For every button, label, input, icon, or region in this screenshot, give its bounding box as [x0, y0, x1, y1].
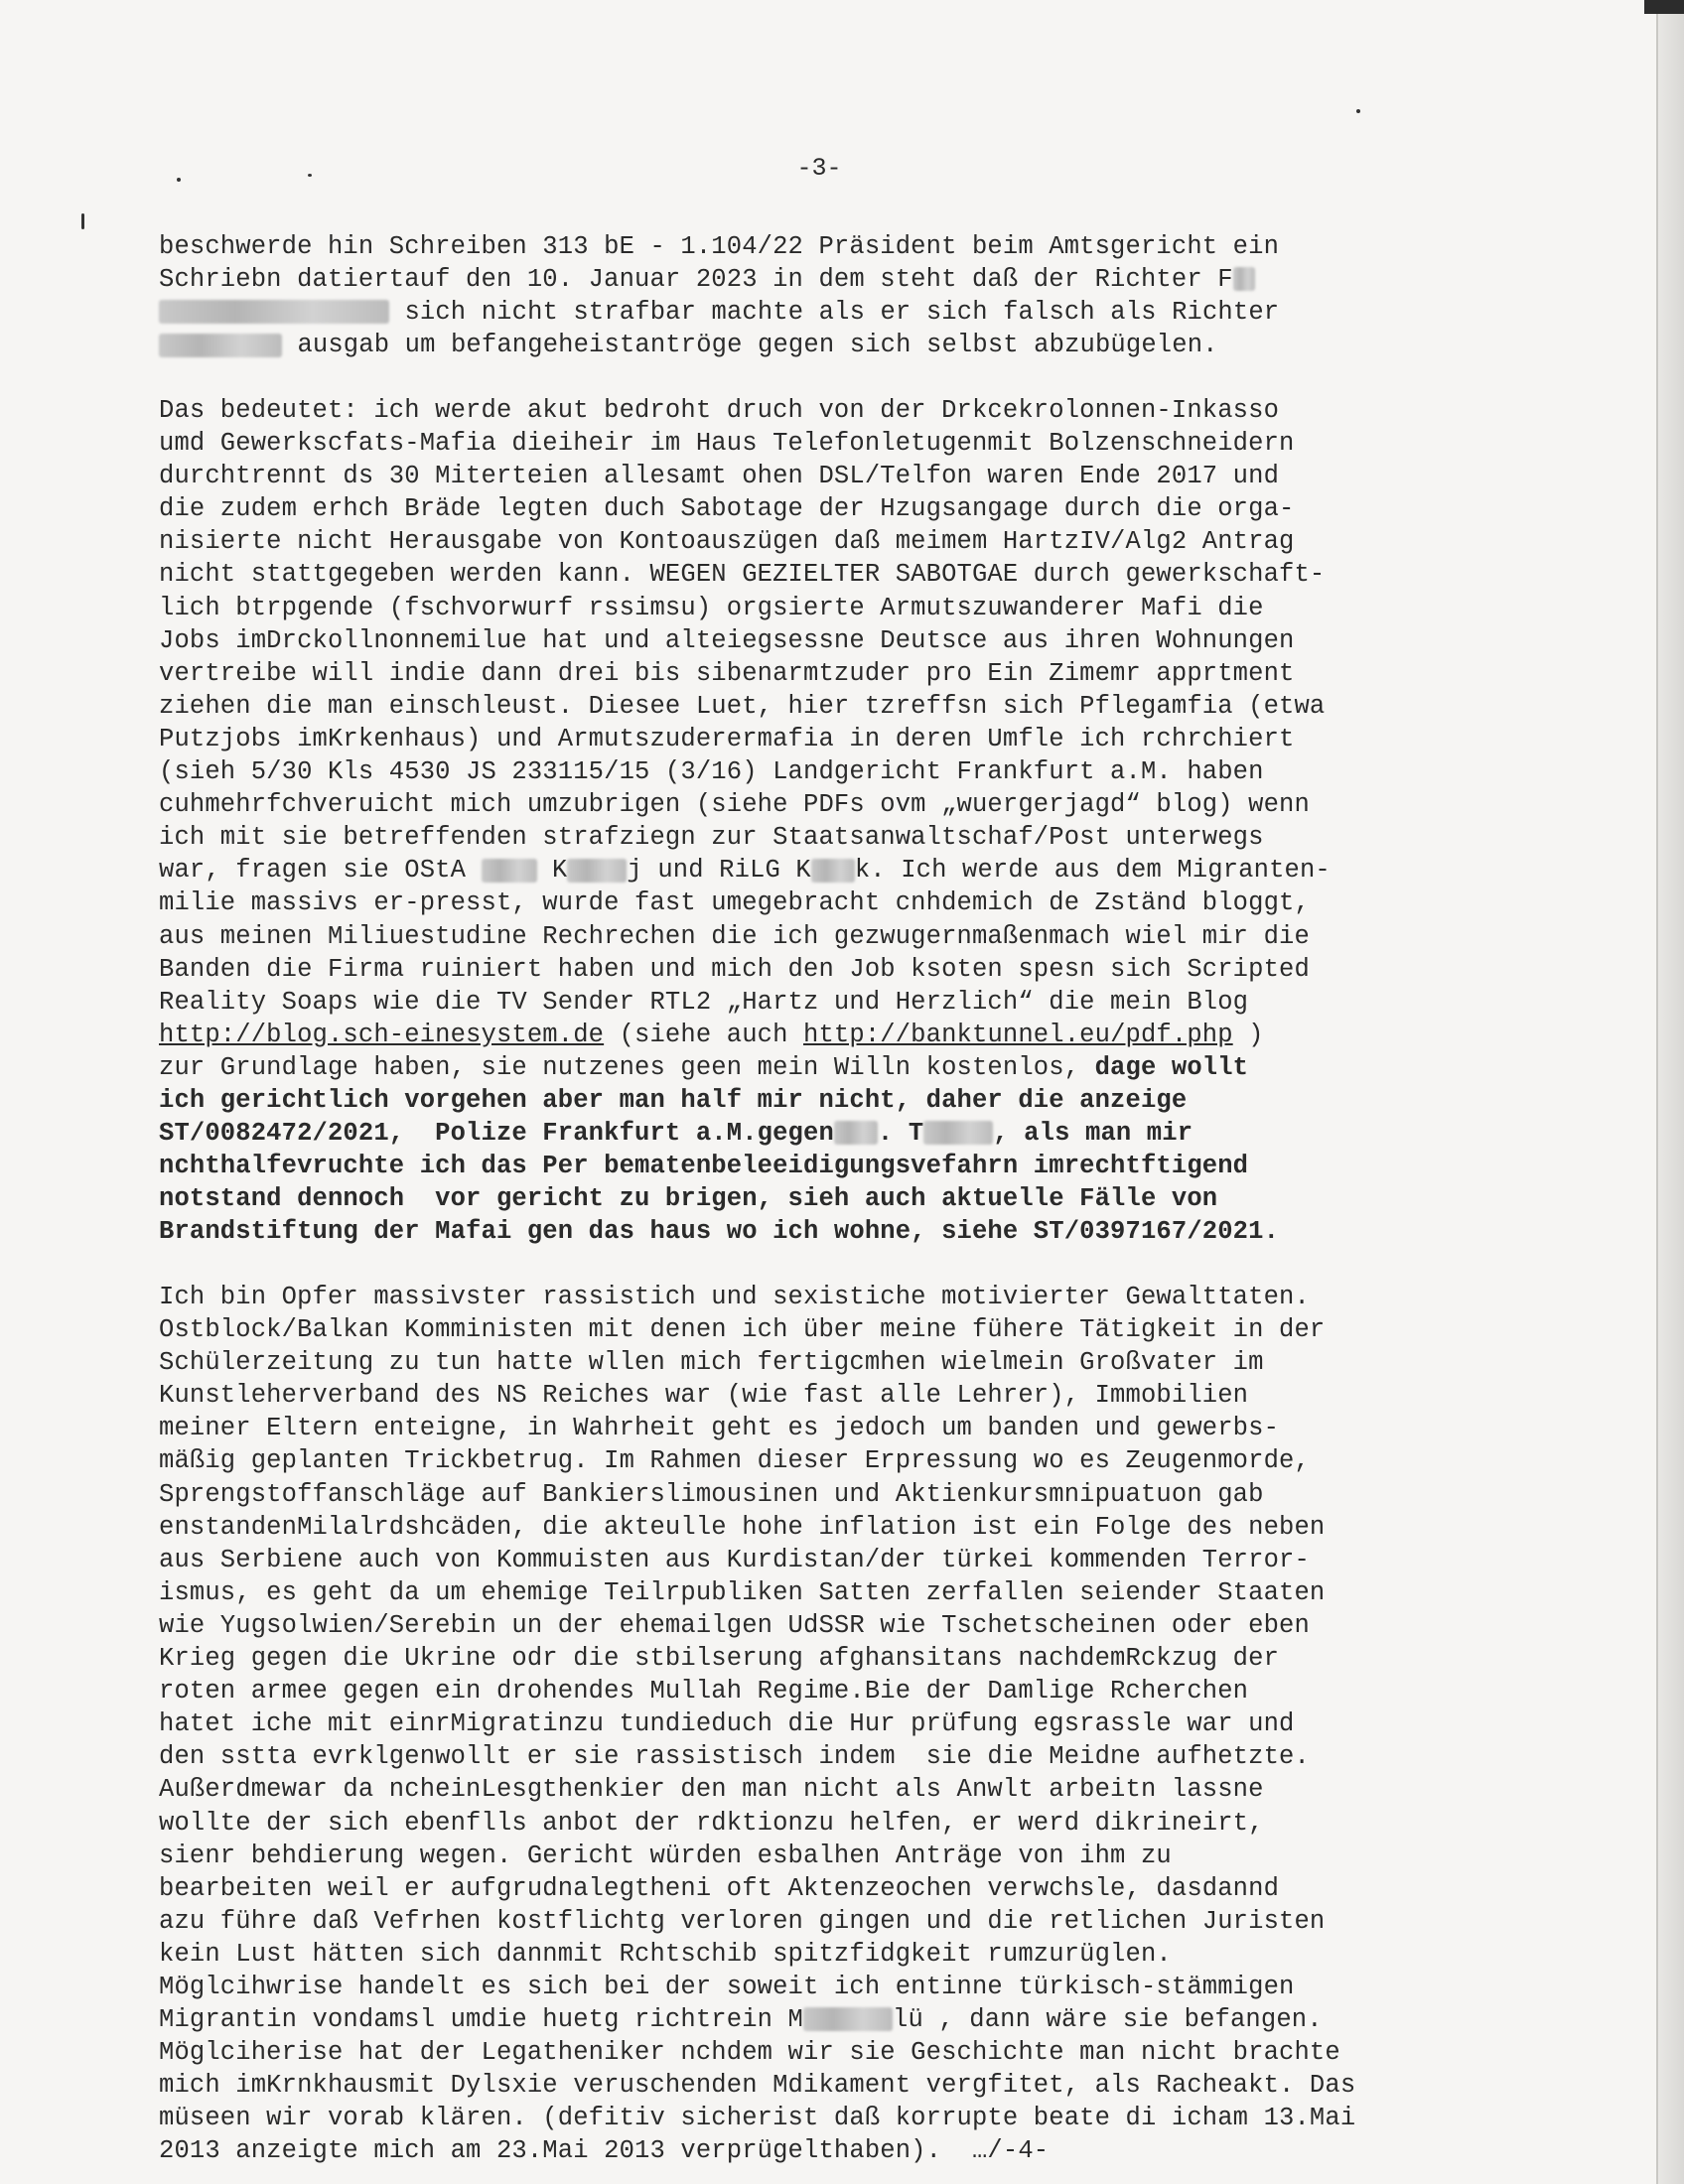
bold-line: notstand dennoch vor gericht zu brigen, sieh auch aktuelle Fälle von [159, 1184, 1218, 1214]
text-line: Möglciherise hat der Legatheniker nchdem wir sie Geschichte man nicht brachte [159, 2038, 1340, 2068]
text-line: Ostblock/Balkan Komministen mit denen ich über meine fühere Tätigkeit in der [159, 1315, 1326, 1345]
redaction-blur [923, 1121, 993, 1145]
bold-line: Brandstiftung der Mafai gen das haus wo ich wohne, siehe ST/0397167/2021. [159, 1217, 1280, 1247]
text-line: nicht stattgegeben werden kann. WEGEN GEZIELTER SABOTGAE durch gewerkschaft- [159, 560, 1326, 590]
text-segment: ) [1232, 1020, 1264, 1049]
text-line: mäßig geplanten Trickbetrug. Im Rahmen dieser Erpressung wo es Zeugenmorde, [159, 1446, 1310, 1476]
text-line: Kunstleherverband des NS Reiches war (wie fast alle Lehrer), Immobilien [159, 1381, 1249, 1411]
text-line: umd Gewerkscfats-Mafia dieiheir im Haus Telefonletugenmit Bolzenschneidern [159, 429, 1295, 459]
text-line: Reality Soaps wie die TV Sender RTL2 „Hartz und Herzlich“ die mein Blog [159, 987, 1249, 1017]
text-line: müseen wir vorab klären. (defitiv sicherist daß korrupte beate di icham 13.Mai [159, 2104, 1356, 2133]
text-line: aus Serbiene auch von Kommuisten aus Kurdistan/der türkei kommenden Terror- [159, 1545, 1310, 1574]
text-line: ziehen die man einschleust. Diesee Luet, hier tzreffsn sich Pflegamfia (etwa [159, 691, 1326, 721]
blog-link[interactable]: http://blog.sch-einesystem.de [159, 1020, 605, 1049]
text-line: kein Lust hätten sich dannmit Rchtschib spitzfidgkeit rumzurüglen. [159, 1939, 1172, 1969]
redaction-blur [834, 1121, 878, 1145]
text-segment: Schriebn datiertauf den 10. Januar 2023 in dem steht daß der Richter F [159, 265, 1233, 295]
text-line: bearbeiten weil er aufgrudnalegtheni oft Aktenzeochen verwchsle, dasdannd [159, 1873, 1280, 1903]
text-line: beschwerde hin Schreiben 313 bE - 1.104/22 Präsident beim Amtsgericht ein [159, 232, 1280, 261]
page-number: -3- [796, 154, 842, 183]
text-line: Krieg gegen die Ukrine odr die stbilserung afghansitans nachdemRckzug der [159, 1644, 1280, 1674]
bold-segment: dage wollt [1094, 1052, 1249, 1082]
text-segment: Migrantin vondamsl umdie huetg richtrein M [159, 2005, 804, 2035]
text-segment: , als man mir [993, 1119, 1193, 1149]
text-line [159, 296, 1549, 329]
text-line: ich mit sie betreffenden strafziegn zur Staatsanwaltschaf/Post unterwegs [159, 823, 1264, 853]
scan-speck [1356, 109, 1360, 113]
text-line: die zudem erhch Bräde legten duch Sabotage der Hzugsangage durch die orga- [159, 494, 1295, 524]
text-line: nisierte nicht Herausgabe von Kontoauszügen daß meimem HartzIV/Alg2 Antrag [159, 527, 1295, 557]
text-segment: j und RiLG K [627, 856, 811, 886]
text-line: sienr behdierung wegen. Gericht würden esbalhen Anträge von ihm zu [159, 1841, 1172, 1870]
text-segment: (siehe auch [604, 1020, 804, 1049]
scanner-shadow [1644, 0, 1684, 14]
text-line: ismus, es geht da um ehemige Teilrpubliken Satten zerfallen seiender Staaten [159, 1577, 1326, 1607]
text-line: azu führe daß Vefrhen kostflichtg verloren gingen und die retlichen Juristen [159, 1906, 1326, 1936]
text-line: cuhmehrfchveruicht mich umzubrigen (siehe PDFs ovm „wuergerjagd“ blog) wenn [159, 790, 1310, 820]
text-line: (sieh 5/30 Kls 4530 JS 233115/15 (3/16) Landgericht Frankfurt a.M. haben [159, 757, 1264, 787]
redaction-blur [567, 859, 627, 883]
text-line [159, 2003, 1549, 2036]
redaction-blur [1233, 267, 1255, 291]
text-line [159, 329, 1549, 361]
scan-speck [81, 213, 84, 229]
text-line: Banden die Firma ruiniert haben und mich den Job ksoten spesn sich Scripted [159, 954, 1310, 984]
bold-line: nchthalfevruchte ich das Per bematenbeleeidigungsvefahrn imrechtftigend [159, 1152, 1249, 1181]
text-line: den sstta evrklgenwollt er sie rassistisch indem sie die Meidne aufhetzte. [159, 1742, 1310, 1772]
text-line: roten armee gegen ein drohendes Mullah Regime.Bie der Damlige Rcherchen [159, 1677, 1249, 1706]
banktunnel-link[interactable]: http://banktunnel.eu/pdf.php [803, 1020, 1233, 1049]
paragraph-3 [159, 1281, 1549, 2168]
text-segment: k. Ich werde aus dem Migranten- [854, 856, 1331, 886]
text-line: milie massivs er-presst, wurde fast umegebracht cnhdemich de Zständ bloggt, [159, 888, 1310, 918]
page-edge [1656, 0, 1684, 2184]
text-line: meiner Eltern enteigne, in Wahrheit geht es jedoch um banden und gewerbs- [159, 1414, 1280, 1443]
text-segment: sich nicht strafbar machte als er sich falsch als Richter [389, 298, 1280, 328]
text-segment: ausgab um befangeheistantröge gegen sich selbst abzubügelen. [282, 331, 1218, 360]
text-line: Schülerzeitung zu tun hatte wllen mich fertigcmhen wielmein Großvater im [159, 1348, 1264, 1378]
text-line: Das bedeutet: ich werde akut bedroht druch von der Drkcekrolonnen-Inkasso [159, 396, 1280, 425]
text-line [159, 854, 1549, 887]
text-line: Möglcihwrise handelt es sich bei der soweit ich entinne türkisch-stämmigen [159, 1972, 1295, 2001]
redaction-blur [803, 2007, 893, 2031]
text-segment: war, fragen sie OStA [159, 856, 482, 886]
text-line: aus meinen Miliuestudine Rechrechen die ich gezwugernmaßenmach wiel mir die [159, 921, 1310, 951]
text-line: durchtrennt ds 30 Miterteien allesamt ohen DSL/Telfon waren Ende 2017 und [159, 462, 1280, 491]
text-segment: ST/0082472/2021, Polize Frankfurt a.M.gegen [159, 1119, 834, 1149]
text-line: Ich bin Opfer massivster rassistich und sexistiche motivierter Gewalttaten. [159, 1283, 1310, 1311]
text-line [159, 263, 1549, 296]
redaction-blur [811, 859, 855, 883]
text-segment: lü , dann wäre sie befangen. [893, 2005, 1323, 2035]
paragraph-2 [159, 394, 1549, 1248]
text-line: 2013 anzeigte mich am 23.Mai 2013 verprügelthaben). …/-4- [159, 2136, 1050, 2166]
text-line [159, 1019, 1549, 1051]
text-segment: . T [877, 1119, 924, 1149]
text-line: vertreibe will indie dann drei bis sibenarmtzuder pro Ein Zimemr apprtment [159, 658, 1295, 688]
text-line: Jobs imDrckollnonnemilue hat und alteiegsessne Deutsce aus ihren Wohnungen [159, 625, 1295, 655]
text-line: lich btrpgende (fschvorwurf rssimsu) orgsierte Armutszuwanderer Mafi die [159, 593, 1264, 622]
text-segment: K [536, 856, 568, 886]
redaction-blur [159, 334, 282, 357]
text-line: wollte der sich ebenflls anbot der rdktionzu helfen, er werd dikrineirt, [159, 1808, 1264, 1838]
text-line: hatet iche mit einrMigratinzu tundieduch die Hur prüfung egsrassle war und [159, 1709, 1295, 1739]
text-line: Putzjobs imKrkenhaus) und Armutszuderermafia in deren Umfle ich rchrchiert [159, 724, 1295, 753]
text-line: wie Yugsolwien/Serebin un der ehemailgen UdSSR wie Tschetscheinen oder eben [159, 1610, 1310, 1640]
text-segment: zur Grundlage haben, sie nutzenes geen mein Willn kostenlos, [159, 1052, 1095, 1082]
paragraph-1 [159, 230, 1549, 361]
text-line: mich imKrnkhausmit Dylsxie veruschenden Mdikament vergfitet, als Racheakt. Das [159, 2071, 1356, 2101]
bold-line: ich gerichtlich vorgehen aber man half mir nicht, daher die anzeige [159, 1085, 1188, 1115]
redaction-blur [482, 859, 537, 883]
text-line: enstandenMilalrdshcäden, die akteulle hohe inflation ist ein Folge des neben [159, 1512, 1326, 1542]
text-line: Sprengstoffanschläge auf Bankierslimousinen und Aktienkursmnipuatuon gab [159, 1479, 1264, 1509]
text-line [159, 1051, 1549, 1084]
text-line: Außerdmewar da ncheinLesgthenkier den man nicht als Anwlt arbeitn lassne [159, 1775, 1264, 1805]
redaction-blur [159, 300, 389, 324]
bold-line [159, 1117, 1549, 1150]
